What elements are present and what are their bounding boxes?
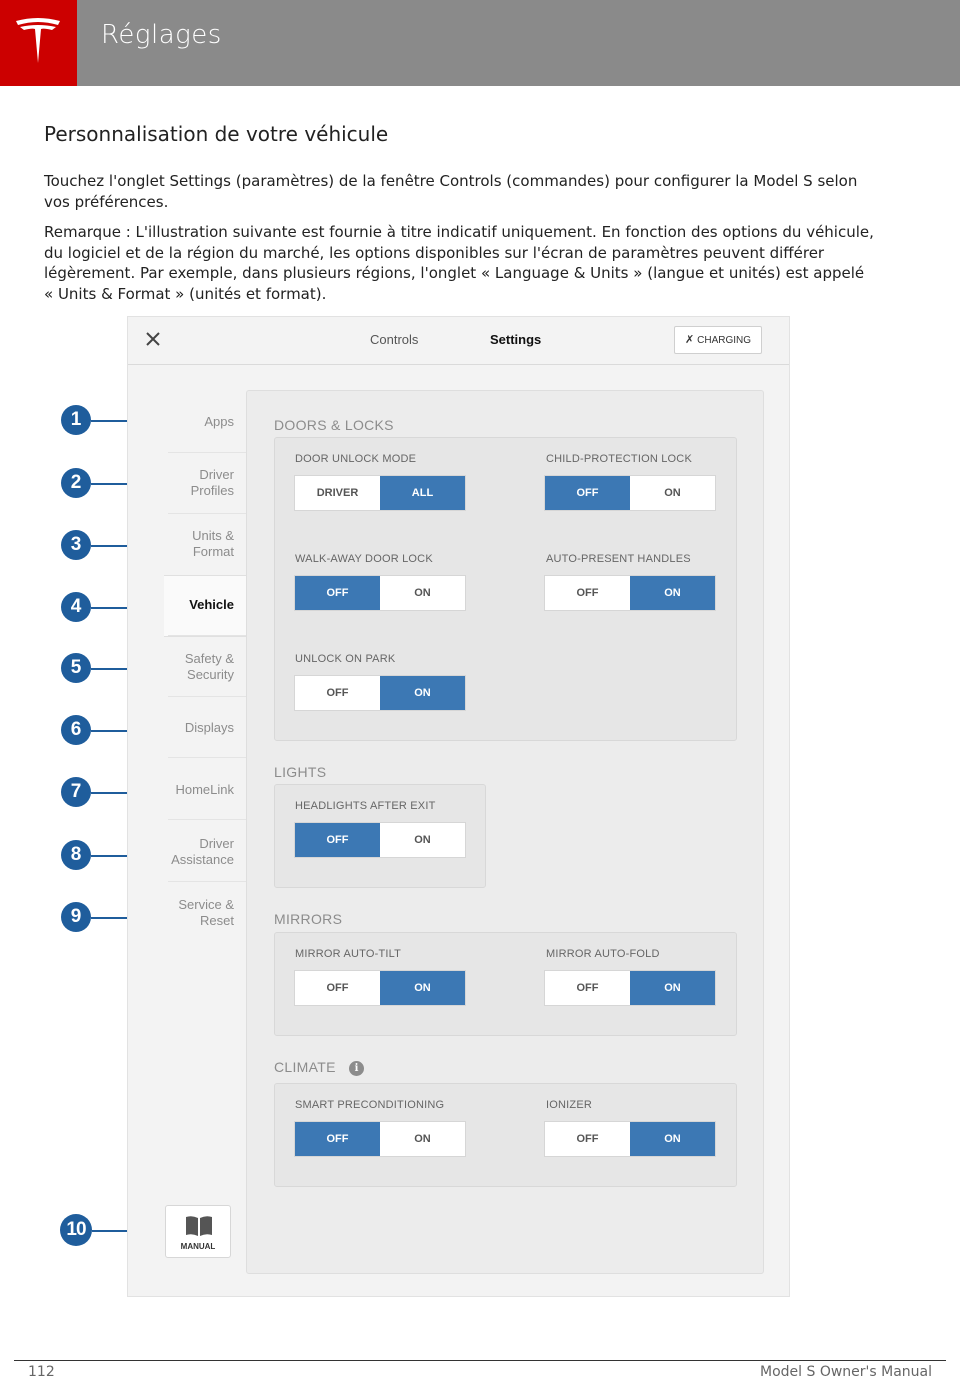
toggle-option[interactable]: OFF [576,587,599,599]
manual-button-label: MANUAL [180,1242,216,1251]
page-number: 112 [28,1364,55,1380]
group-title-doors-locks: DOORS & LOCKS [274,417,394,433]
toggle-option[interactable]: ON [380,971,465,1005]
nav-divider [168,696,246,697]
nav-divider [168,881,246,882]
label-ionizer: IONIZER [546,1099,593,1111]
nav-item[interactable]: Units & Format [192,528,234,559]
nav-item[interactable]: Safety & Security [184,651,234,682]
toggle-option[interactable]: ON [630,1122,715,1156]
toggle-ionizer[interactable] [544,1121,716,1157]
callout-number: 1 [61,405,91,435]
toggle-auto-present-handles[interactable] [544,575,716,611]
footer-manual-title: Model S Owner's Manual [760,1364,932,1380]
label-child-protection-lock: CHILD-PROTECTION LOCK [546,453,692,465]
callout-number: 8 [61,840,91,870]
label-unlock-on-park: UNLOCK ON PARK [295,653,396,665]
nav-item[interactable]: Vehicle [189,597,234,612]
label-headlights-after-exit: HEADLIGHTS AFTER EXIT [295,800,436,812]
charging-button-label: CHARGING [697,335,752,346]
toggle-door-unlock-mode[interactable] [294,475,466,511]
toggle-option[interactable]: OFF [295,576,380,610]
intro-paragraph: Touchez l'onglet Settings (paramètres) de la fenêtre Controls (commandes) pour configurer la Model S selon vos préférences. [44,172,858,211]
group-title-lights: LIGHTS [274,764,327,780]
charging-button[interactable] [674,326,762,354]
toggle-mirror-auto-tilt[interactable] [294,970,466,1006]
page-header-title: Réglages [101,20,222,50]
toggle-mirror-auto-fold[interactable] [544,970,716,1006]
nav-divider [168,513,246,514]
toggle-smart-preconditioning[interactable] [294,1121,466,1157]
nav-divider [168,452,246,453]
group-title-climate: CLIMATE [274,1059,336,1075]
label-smart-preconditioning: SMART PRECONDITIONING [295,1099,445,1111]
toggle-option[interactable]: OFF [326,687,349,699]
label-door-unlock-mode: DOOR UNLOCK MODE [295,453,417,465]
callout-number: 5 [61,653,91,683]
nav-item[interactable]: Service & Reset [178,897,234,928]
group-title-mirrors: MIRRORS [274,911,343,927]
toggle-option[interactable]: OFF [545,476,630,510]
toggle-child-protection-lock[interactable] [544,475,716,511]
callout-number: 4 [61,592,91,622]
callout-number: 6 [61,715,91,745]
callout-number: 2 [61,468,91,498]
nav-item[interactable]: Driver Profiles [190,467,234,498]
vehicle-settings-panel [246,390,764,1274]
toggle-option[interactable]: OFF [295,823,380,857]
nav-item[interactable]: Displays [184,720,234,735]
toggle-option[interactable]: OFF [295,1122,380,1156]
toggle-headlights-after-exit[interactable] [294,822,466,858]
toggle-option[interactable]: ON [664,487,681,499]
label-mirror-auto-fold: MIRROR AUTO-FOLD [546,948,660,960]
callout-number: 10 [60,1214,92,1246]
footer-rule [14,1360,946,1361]
toggle-option[interactable]: ON [414,834,431,846]
toggle-option[interactable]: ON [380,676,465,710]
label-mirror-auto-tilt: MIRROR AUTO-TILT [295,948,402,960]
toggle-option[interactable]: OFF [576,982,599,994]
tab-settings[interactable]: Settings [490,332,542,347]
section-title: Personnalisation de votre véhicule [44,122,389,146]
label-walk-away-door-lock: WALK-AWAY DOOR LOCK [295,553,433,565]
toggle-option[interactable]: ON [414,587,431,599]
label-auto-present-handles: AUTO-PRESENT HANDLES [546,553,691,565]
callout-number: 3 [61,530,91,560]
tesla-logo-icon [13,15,63,67]
info-icon[interactable]: i [349,1061,364,1076]
toggle-walk-away-door-lock[interactable] [294,575,466,611]
manual-button[interactable] [165,1205,231,1258]
settings-screenshot [127,316,790,1297]
callout-number: 9 [61,902,91,932]
nav-divider [168,757,246,758]
page-header [0,0,960,86]
toggle-option[interactable]: ON [414,1133,431,1145]
toggle-unlock-on-park[interactable] [294,675,466,711]
toggle-option[interactable]: OFF [576,1133,599,1145]
nav-item[interactable]: Driver Assistance [171,836,234,867]
toggle-option[interactable]: ON [630,971,715,1005]
book-icon [185,1215,213,1237]
toggle-option[interactable]: ALL [380,476,465,510]
logo-block [0,0,77,86]
nav-divider [168,819,246,820]
toggle-option[interactable]: ON [630,576,715,610]
nav-item[interactable]: Apps [204,414,234,429]
note-paragraph: Remarque : L'illustration suivante est fournie à titre indicatif uniquement. En fonction des options du véhicule, du logiciel et de la région du marché, les options disponibles sur l'écran de paramètres peuvent différer légèrement. Par exemple, dans plusieurs régions, l'onglet « Language & Units » (langue et unités) est appelé « Units & Format » (unités et format). [44,223,874,303]
toggle-option[interactable]: OFF [326,982,349,994]
lightning-bolt-icon: ✗ [684,334,695,346]
nav-item[interactable]: HomeLink [175,782,234,797]
toggle-option[interactable]: DRIVER [316,487,359,499]
tab-controls[interactable]: Controls [370,332,419,347]
close-icon[interactable] [143,329,163,349]
callout-number: 7 [61,777,91,807]
controls-topbar [128,317,789,365]
nav-divider [168,635,246,636]
